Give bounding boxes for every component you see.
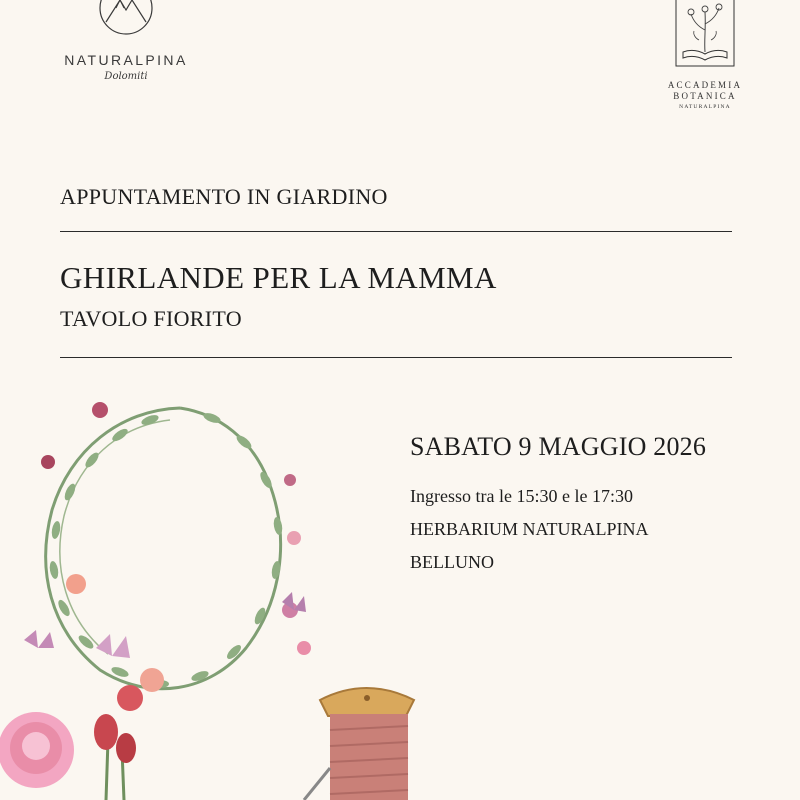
pink-peony-illustration xyxy=(0,712,74,788)
page-subtitle: TAVOLO FIORITO xyxy=(60,306,242,331)
divider-bottom xyxy=(60,357,732,358)
floral-illustration xyxy=(0,380,460,800)
red-tulips-illustration xyxy=(94,714,136,800)
event-city: BELLUNO xyxy=(410,552,494,572)
naturalpina-logo xyxy=(56,0,206,100)
event-time: Ingresso tra le 15:30 e le 17:30 xyxy=(410,486,633,506)
logo-line-3: NATURALPINA xyxy=(679,104,731,110)
brand-subtitle: Dolomiti xyxy=(104,71,148,82)
thread-spool-illustration xyxy=(304,688,414,800)
event-date: SABATO 9 MAGGIO 2026 xyxy=(410,432,707,461)
logo-line-2: BOTANICA xyxy=(673,91,737,101)
divider-top xyxy=(60,231,732,232)
event-place: HERBARIUM NATURALPINA xyxy=(410,519,649,539)
accademia-botanica-logo xyxy=(650,0,760,120)
mountain-logo-icon xyxy=(96,0,156,42)
kicker-heading: APPUNTAMENTO IN GIARDINO xyxy=(60,184,388,209)
brand-name: NATURALPINA xyxy=(64,52,188,68)
logo-line-1: ACCADEMIA xyxy=(667,80,743,90)
botanical-book-logo-icon xyxy=(675,0,735,68)
floral-wreath-illustration xyxy=(24,402,311,711)
page-title: GHIRLANDE PER LA MAMMA xyxy=(60,260,497,295)
